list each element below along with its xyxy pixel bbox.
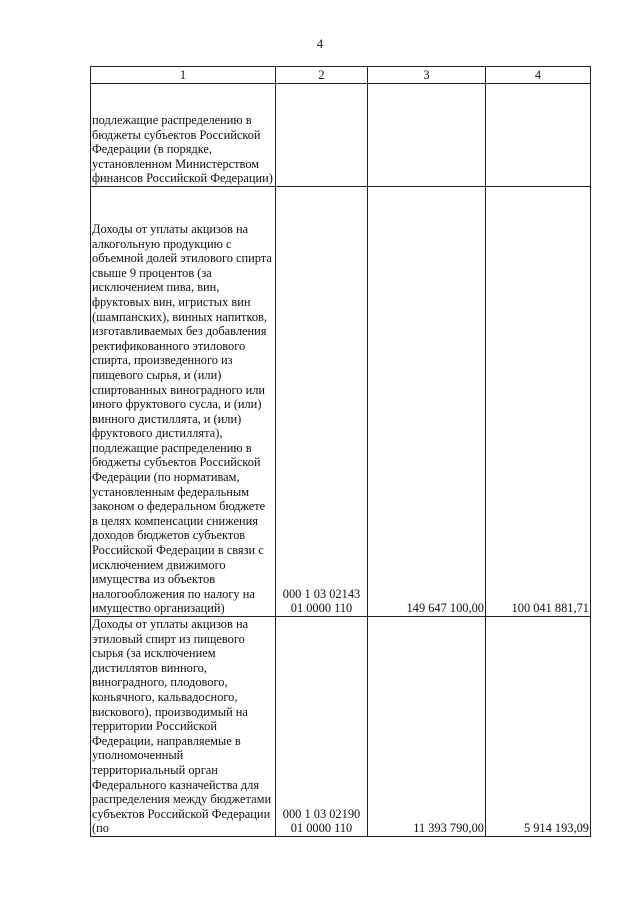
row-value-col3 <box>368 84 486 187</box>
row-code: 000 1 03 02190 01 0000 110 <box>276 617 368 837</box>
row-code <box>276 84 368 187</box>
table-row <box>91 187 591 617</box>
row-value-col4: 100 041 881,71 <box>486 187 591 617</box>
column-header-1: 1 <box>91 67 276 84</box>
row-code: 000 1 03 02143 01 0000 110 <box>276 187 368 617</box>
row-value-col3: 11 393 790,00 <box>368 617 486 837</box>
row-value-col4 <box>486 84 591 187</box>
row-description: Доходы от уплаты акцизов на алкогольную продукцию с объемной долей этилового спирта свыше 9 процентов (за исключением пива, вин, фруктовых вин, игристых вин (шампанских), винных напитков, изготавливаемых без добавления ректификованного этилового спирта, произведенного из пищевого сырья, и (или) спиртованных виноградного или иного фруктового сусла, и (или) винного дистиллята, и (или) фруктового дистиллята), подлежащие распределению в бюджеты субъектов Российской Федерации (по нормативам, установленным федеральным законом о федеральном бюджете в целях компенсации снижения доходов бюджетов субъектов Российской Федерации в связи с исключением движимого имущества из объектов налогообложения по налогу на имущество организаций) <box>91 187 276 617</box>
column-header-4: 4 <box>486 67 591 84</box>
row-value-col3: 149 647 100,00 <box>368 187 486 617</box>
revenue-table <box>90 66 591 837</box>
row-description: подлежащие распределению в бюджеты субъектов Российской Федерации (в порядке, установленном Министерством финансов Российской Федерации) <box>91 84 276 187</box>
table-row <box>91 84 591 187</box>
page-number: 4 <box>316 36 324 51</box>
row-value-col4: 5 914 193,09 <box>486 617 591 837</box>
header-row <box>91 67 591 84</box>
column-header-3: 3 <box>368 67 486 84</box>
row-description: Доходы от уплаты акцизов на этиловый спирт из пищевого сырья (за исключением дистиллятов винного, виноградного, плодового, коньячного, кальвадосного, вискового), производимый на территории Российской Федерации, направляемые в уполномоченный территориальный орган Федерального казначейства для распределения между бюджетами субъектов Российской Федерации (по <box>91 617 276 837</box>
column-header-2: 2 <box>276 67 368 84</box>
table-row <box>91 617 591 837</box>
